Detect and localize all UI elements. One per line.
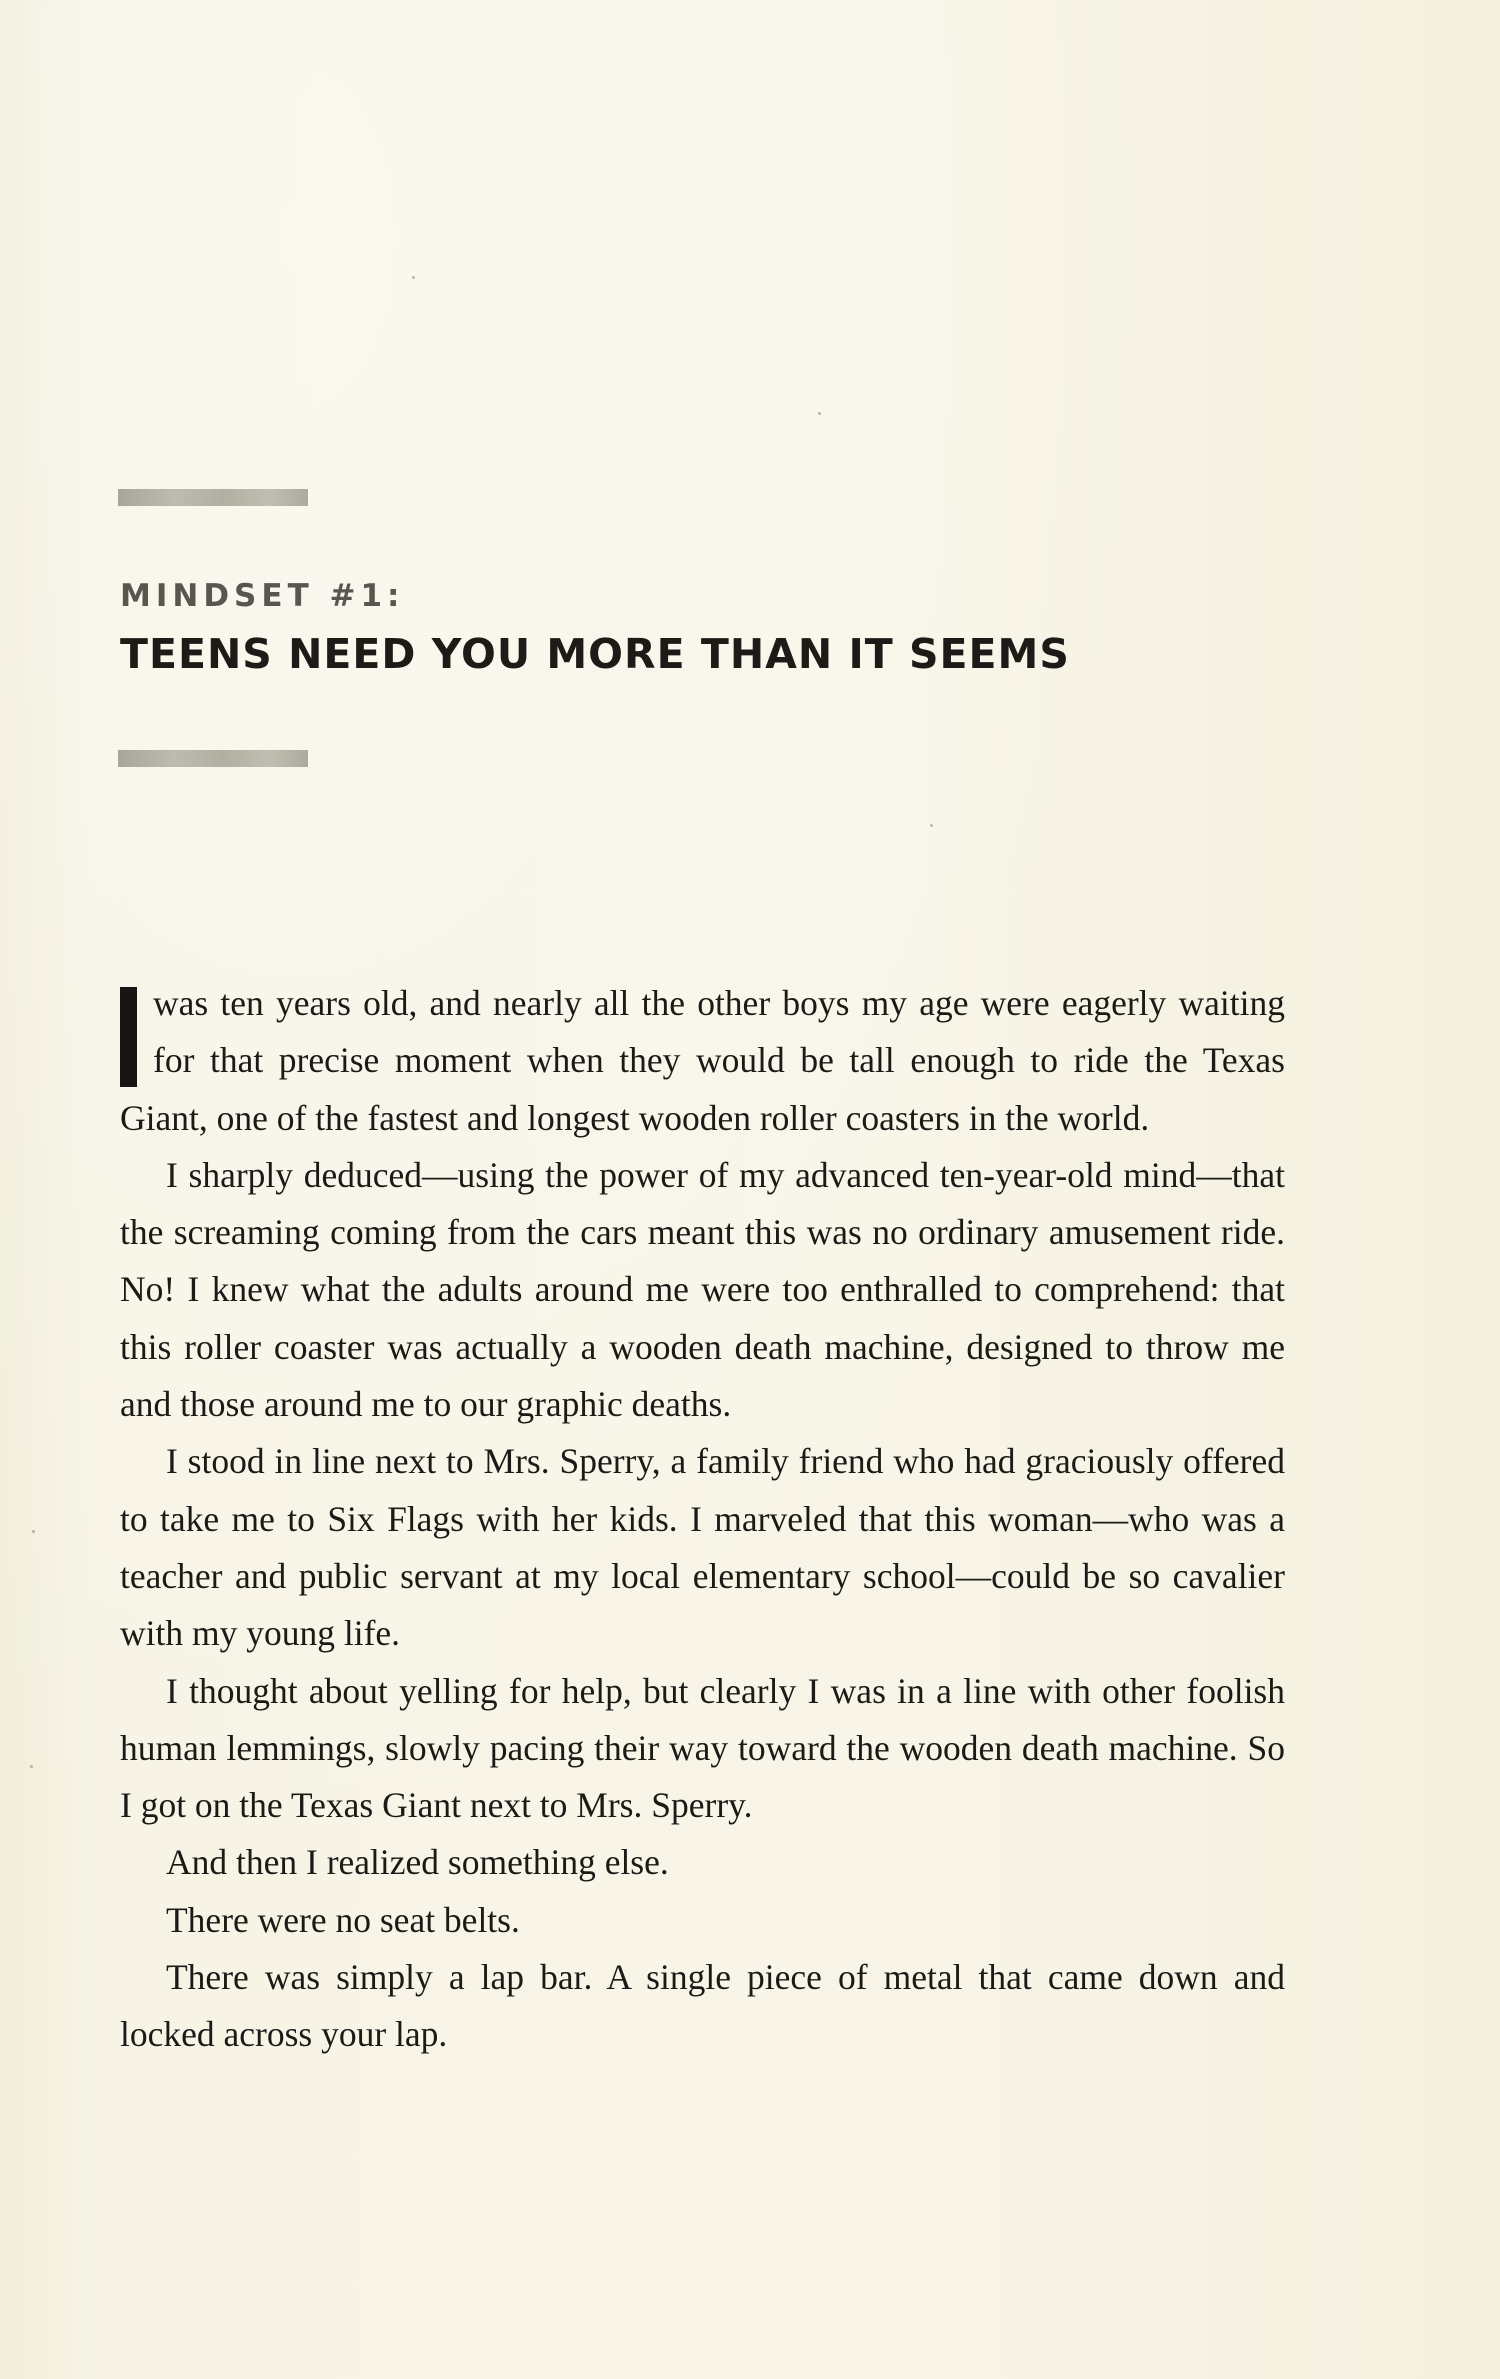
paragraph-1 [120, 975, 1285, 1147]
chapter-title: TEENS NEED YOU MORE THAN IT SEEMS [120, 630, 1070, 678]
body-text [120, 975, 1285, 2064]
paragraph-2: I sharply deduced—using the power of my advanced ten-year-old mind—that the screaming coming from the cars meant this was no ordinary amusement ride. No! I knew what the adults around me were too enthralled to comprehend: that this roller coaster was actually a wooden death machine, designed to throw me and those around me to our graphic deaths. [120, 1154, 1285, 1425]
paper-speck [818, 412, 821, 415]
paper-speck [930, 824, 933, 827]
paragraph-4: I thought about yelling for help, but clearly I was in a line with other foolish human lemmings, slowly pacing their way toward the wooden death machine. So I got on the Texas Giant next to Mrs. Sperry. [120, 1670, 1285, 1826]
drop-cap [120, 987, 137, 1087]
paper-speck [32, 1530, 35, 1533]
paragraph-6: There were no seat belts. [166, 1899, 520, 1940]
paragraph-3: I stood in line next to Mrs. Sperry, a family friend who had graciously offered to take me to Six Flags with her kids. I marveled that this woman—who was a teacher and public servant at my local elementary school—could be so cavalier with my young life. [120, 1441, 1285, 1654]
chapter-kicker: MINDSET #1: [120, 578, 405, 614]
paragraph-5: And then I realized something else. [166, 1842, 669, 1883]
paper-speck [412, 276, 415, 279]
chapter-top-rule [118, 489, 308, 506]
chapter-bottom-rule [118, 750, 308, 767]
paper-speck [30, 1765, 33, 1768]
paragraph-7: There was simply a lap bar. A single piece of metal that came down and locked across your lap. [120, 1957, 1285, 2055]
paragraph-1-text: was ten years old, and nearly all the other boys my age were eagerly waiting for that precise moment when they would be tall enough to ride the Texas Giant, one of the fastest and longest wooden roller coasters in the world. [120, 983, 1285, 1138]
drop-cap-letter [120, 987, 121, 988]
